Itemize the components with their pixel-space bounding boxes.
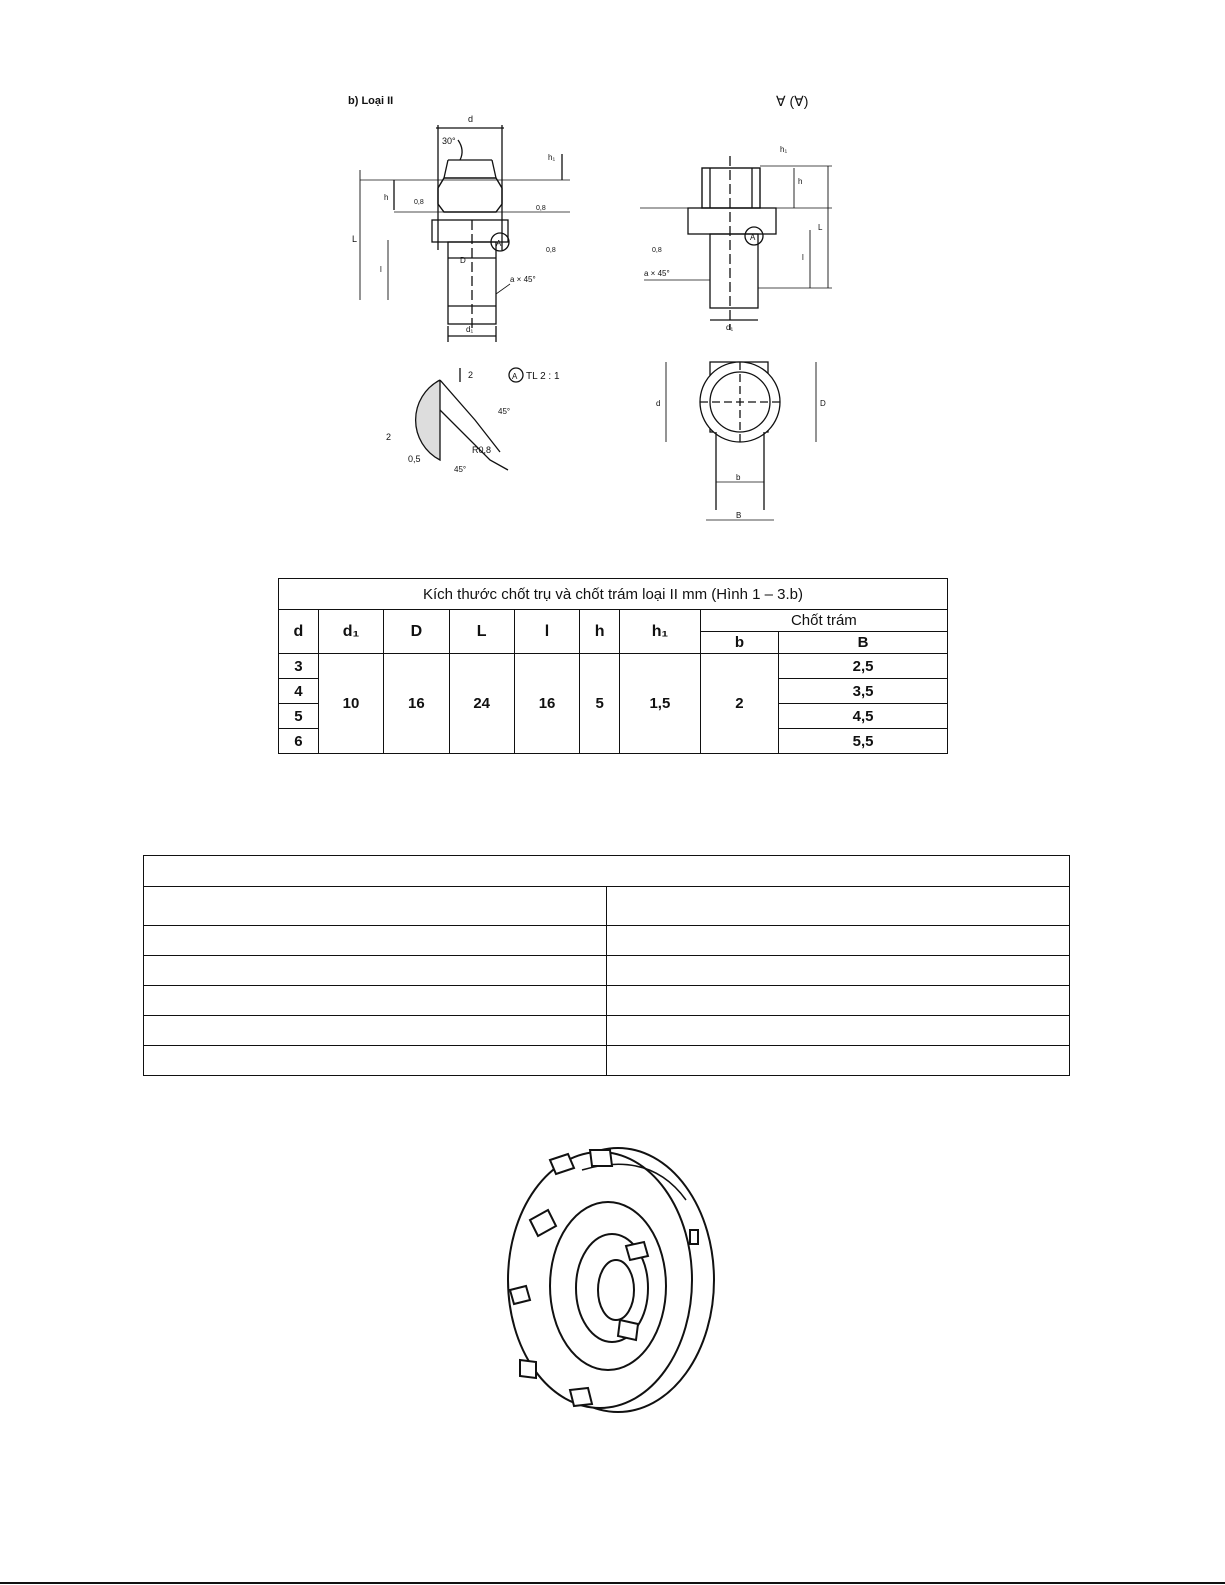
empty-table — [143, 855, 1070, 1076]
table-row — [279, 654, 948, 679]
table-cell — [607, 956, 1070, 986]
svg-text:d₁: d₁ — [466, 325, 474, 334]
svg-text:D: D — [460, 256, 466, 265]
header-l: l — [514, 610, 579, 654]
cell-d: 5 — [279, 704, 319, 729]
svg-text:h₁: h₁ — [780, 145, 788, 154]
cell-h: 5 — [580, 654, 620, 754]
cell-D: 16 — [384, 654, 449, 754]
header-D: D — [384, 610, 449, 654]
page-bottom-rule — [0, 1582, 1225, 1584]
pin-front-view — [352, 114, 570, 342]
pin-technical-drawing — [340, 80, 880, 550]
cell-B: 5,5 — [779, 729, 948, 754]
svg-text:0,8: 0,8 — [546, 247, 556, 254]
table-cell — [144, 856, 1070, 887]
cell-L: 24 — [449, 654, 514, 754]
svg-text:h: h — [798, 177, 803, 186]
svg-text:0,8: 0,8 — [414, 199, 424, 206]
svg-text:TL 2 : 1: TL 2 : 1 — [526, 371, 560, 382]
svg-text:d: d — [468, 114, 474, 124]
svg-text:A: A — [512, 372, 518, 381]
header-b: b — [700, 632, 778, 654]
header-d: d — [279, 610, 319, 654]
header-B: B — [779, 632, 948, 654]
table-cell — [607, 986, 1070, 1016]
svg-text:d₁: d₁ — [726, 323, 734, 332]
table-cell — [607, 887, 1070, 926]
table-row — [144, 1046, 1070, 1076]
svg-text:L: L — [352, 234, 358, 244]
svg-text:d: d — [656, 399, 661, 408]
table-row — [144, 1016, 1070, 1046]
svg-text:2: 2 — [386, 432, 392, 442]
pin-dimension-table — [278, 578, 948, 754]
cell-d: 6 — [279, 729, 319, 754]
table-caption: Kích thước chốt trụ và chốt trám loại II mm (Hình 1 – 3.b) — [279, 579, 948, 610]
svg-text:45°: 45° — [454, 465, 467, 474]
svg-text:R0,8: R0,8 — [472, 445, 492, 455]
diamond-pin-front-view — [640, 145, 832, 332]
svg-text:h₁: h₁ — [548, 153, 556, 162]
svg-text:45°: 45° — [498, 407, 511, 416]
header-h: h — [580, 610, 620, 654]
cell-d: 4 — [279, 679, 319, 704]
milling-cutter-illustration — [490, 1140, 730, 1420]
cell-d: 3 — [279, 654, 319, 679]
svg-text:30°: 30° — [442, 136, 456, 146]
svg-text:a × 45°: a × 45° — [644, 269, 670, 278]
cell-B: 2,5 — [779, 654, 948, 679]
table-row — [144, 986, 1070, 1016]
svg-text:l: l — [802, 253, 804, 262]
table-row — [144, 926, 1070, 956]
svg-text:B: B — [736, 511, 742, 520]
svg-text:0,8: 0,8 — [536, 205, 546, 212]
header-group-chot-tram: Chốt trám — [700, 610, 947, 632]
detail-a-view — [386, 368, 560, 474]
cell-B: 4,5 — [779, 704, 948, 729]
cell-l: 16 — [514, 654, 579, 754]
table-cell — [144, 1016, 607, 1046]
svg-text:A: A — [750, 233, 756, 242]
table-crop-edge — [276, 764, 952, 772]
roughness-note: ∀ (∀) — [776, 93, 809, 109]
svg-text:2: 2 — [468, 370, 474, 380]
svg-text:0,5: 0,5 — [408, 454, 421, 464]
svg-text:D: D — [820, 399, 826, 408]
table-cell — [144, 956, 607, 986]
cell-d1: 10 — [318, 654, 383, 754]
table-cell — [607, 1016, 1070, 1046]
svg-text:h: h — [384, 193, 389, 202]
table-row — [144, 856, 1070, 887]
table-row — [144, 887, 1070, 926]
svg-text:L: L — [818, 223, 823, 232]
table-cell — [607, 1046, 1070, 1076]
table-row — [144, 956, 1070, 986]
cell-B: 3,5 — [779, 679, 948, 704]
svg-text:A: A — [496, 239, 502, 248]
svg-text:l: l — [380, 265, 382, 274]
cell-b: 2 — [700, 654, 778, 754]
table-cell — [607, 926, 1070, 956]
header-d1: d₁ — [318, 610, 383, 654]
svg-text:b: b — [736, 473, 741, 482]
table-cell — [144, 1046, 607, 1076]
header-h1: h₁ — [620, 610, 701, 654]
table-cell — [144, 887, 607, 926]
table-cell — [144, 986, 607, 1016]
header-L: L — [449, 610, 514, 654]
svg-text:a × 45°: a × 45° — [510, 275, 536, 284]
drawing-type-label: b) Loại II — [348, 95, 394, 107]
cell-h1: 1,5 — [620, 654, 701, 754]
table-cell — [144, 926, 607, 956]
svg-text:0,8: 0,8 — [652, 247, 662, 254]
diamond-pin-top-view — [656, 362, 826, 520]
